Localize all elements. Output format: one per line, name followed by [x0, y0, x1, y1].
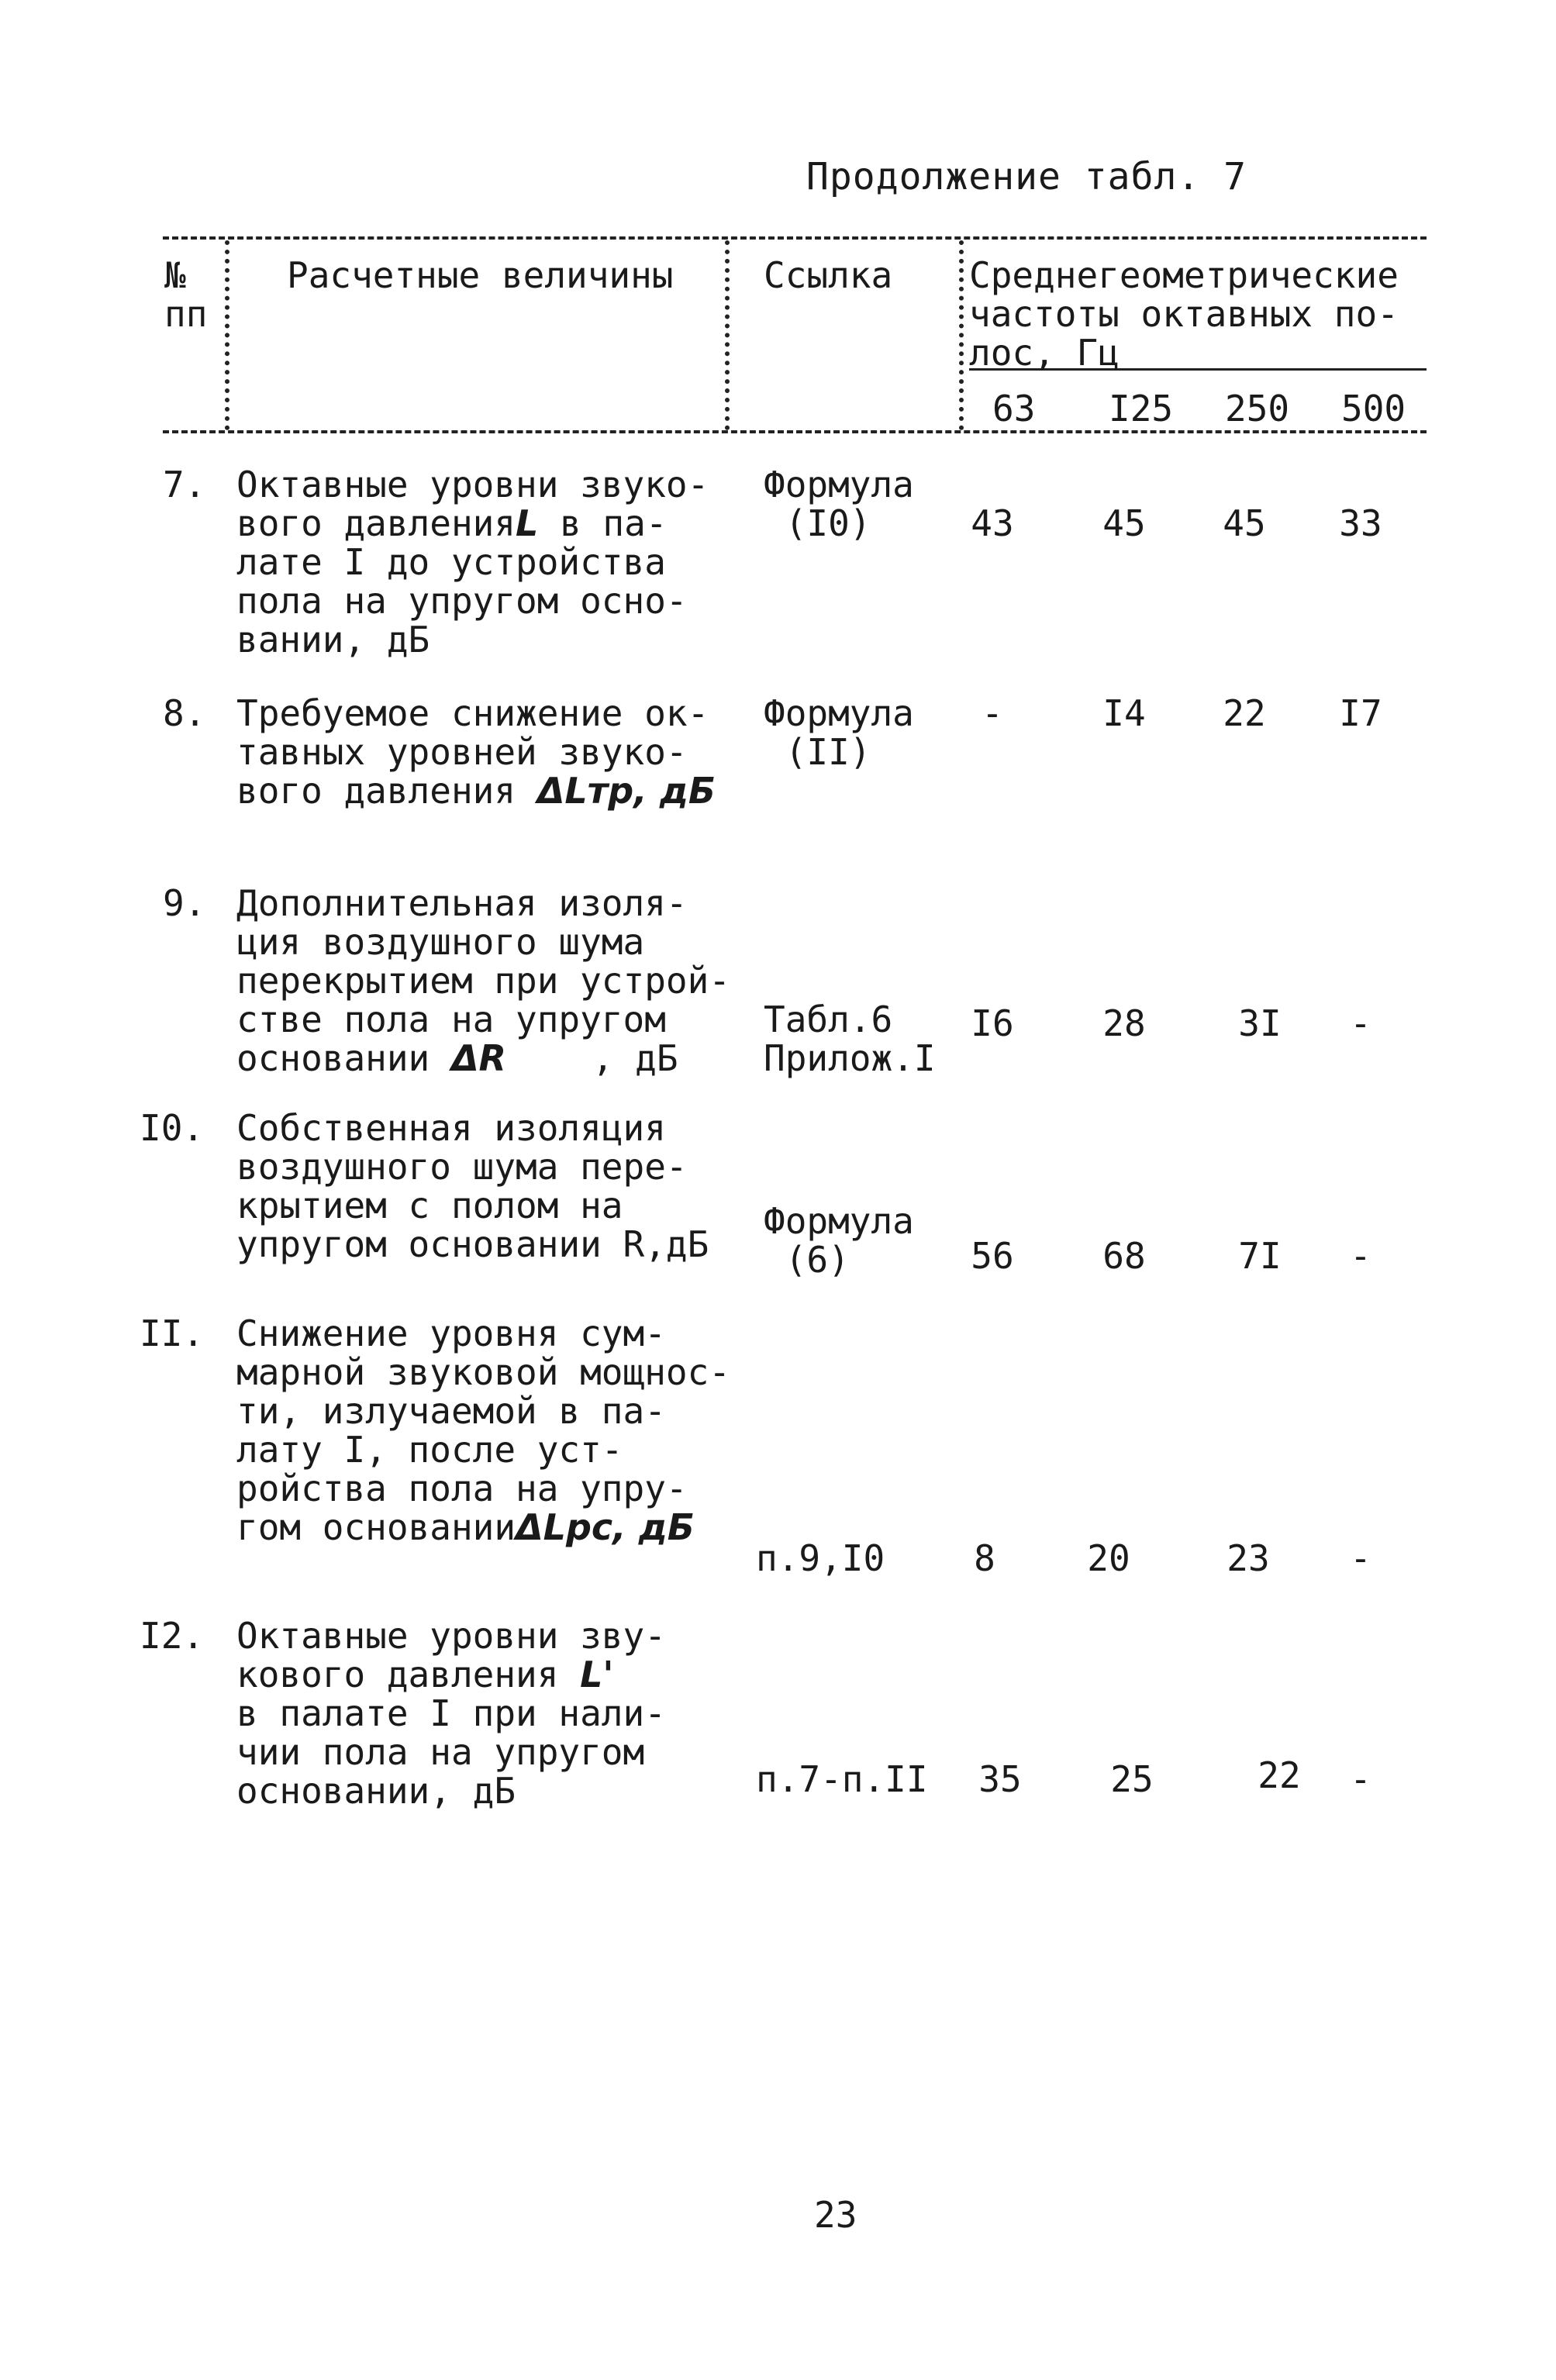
value-63: - [982, 692, 1003, 734]
column-divider [225, 240, 229, 430]
value-125: I4 [1102, 692, 1146, 734]
column-divider [725, 240, 730, 430]
value-250: 45 [1223, 502, 1266, 544]
value-250: 22 [1258, 1754, 1301, 1796]
symbol-delta-l-tr: ΔLтр, дБ [536, 770, 716, 812]
row-ref: Формула (I0) [764, 464, 914, 544]
value-500: - [1350, 1758, 1371, 1800]
value-63: 56 [971, 1235, 1014, 1277]
table-caption: Продолжение табл. 7 [806, 155, 1247, 198]
row-number: II. [140, 1312, 205, 1354]
row-text: Октавные уровни звуко- вого давленияL в па- лате I до устройства пола на упругом осно- вании, дБ [236, 464, 709, 661]
value-125: 25 [1110, 1758, 1154, 1800]
row-text: Снижение уровня сум- марной звуковой мощнос- ти, излучаемой в па- лату I, после уст- ройства пола на упру- гом основанииΔLрс, дБ [236, 1312, 730, 1548]
row-number: I2. [140, 1615, 205, 1657]
row-number: 7. [163, 464, 206, 505]
header-freq-250: 250 [1225, 388, 1290, 429]
row-ref: п.9,I0 [756, 1537, 885, 1579]
value-125: 28 [1102, 1002, 1146, 1044]
header-freq-125: I25 [1109, 388, 1174, 429]
symbol-L: L [516, 502, 539, 544]
row-text: Дополнительная изоля- ция воздушного шума перекрытием при устрой- стве пола на упругом основании ΔR , дБ [236, 882, 730, 1079]
value-250: 3I [1238, 1002, 1282, 1044]
symbol-delta-r: ΔR [450, 1037, 506, 1079]
value-125: 45 [1102, 502, 1146, 544]
header-freq-500: 500 [1341, 388, 1406, 429]
value-500: I7 [1339, 692, 1382, 734]
row-ref: Формула (II) [764, 692, 914, 773]
row-ref: Табл.6 Прилож.I [764, 999, 936, 1079]
page-number: 23 [814, 2194, 857, 2236]
value-500: - [1350, 1002, 1371, 1044]
row-text: Требуемое снижение ок- тавных уровней звуко- вого давления ΔLтр, дБ [236, 692, 716, 812]
header-num: № пп [164, 254, 208, 335]
row-number: 9. [163, 882, 206, 924]
row-number: 8. [163, 692, 206, 734]
value-125: 68 [1102, 1235, 1146, 1277]
row-text: Октавные уровни зву- кового давления L' в палате I при нали- чии пола на упругом основании, дБ [236, 1615, 666, 1812]
row-ref: Формула (6) [764, 1200, 914, 1281]
header-bottom-rule [163, 430, 1427, 433]
value-63: 43 [971, 502, 1014, 544]
row-text: Собственная изоляция воздушного шума пере- крытием с полом на упругом основании R,дБ [236, 1107, 709, 1265]
value-63: I6 [971, 1002, 1014, 1044]
value-500: - [1350, 1537, 1371, 1579]
row-ref: п.7-п.II [756, 1758, 928, 1800]
header-ref: Ссылка [764, 254, 893, 296]
value-250: 23 [1227, 1537, 1270, 1579]
table-top-rule [163, 236, 1427, 240]
header-freq-63: 63 [992, 388, 1036, 429]
symbol-delta-l-pc: ΔLрс, дБ [516, 1506, 695, 1548]
value-250: 22 [1223, 692, 1266, 734]
value-125: 20 [1087, 1537, 1130, 1579]
value-500: - [1350, 1235, 1371, 1277]
value-63: 8 [974, 1537, 995, 1579]
value-500: 33 [1339, 502, 1382, 544]
value-63: 35 [978, 1758, 1022, 1800]
symbol-l-prime: L' [580, 1654, 614, 1695]
header-freq-title: Среднегеометрические частоты октавных по- лос, Гц [969, 254, 1399, 374]
header-quantity: Расчетные величины [287, 254, 674, 296]
value-250: 7I [1238, 1235, 1282, 1277]
column-divider [959, 240, 964, 430]
row-number: I0. [140, 1107, 205, 1149]
